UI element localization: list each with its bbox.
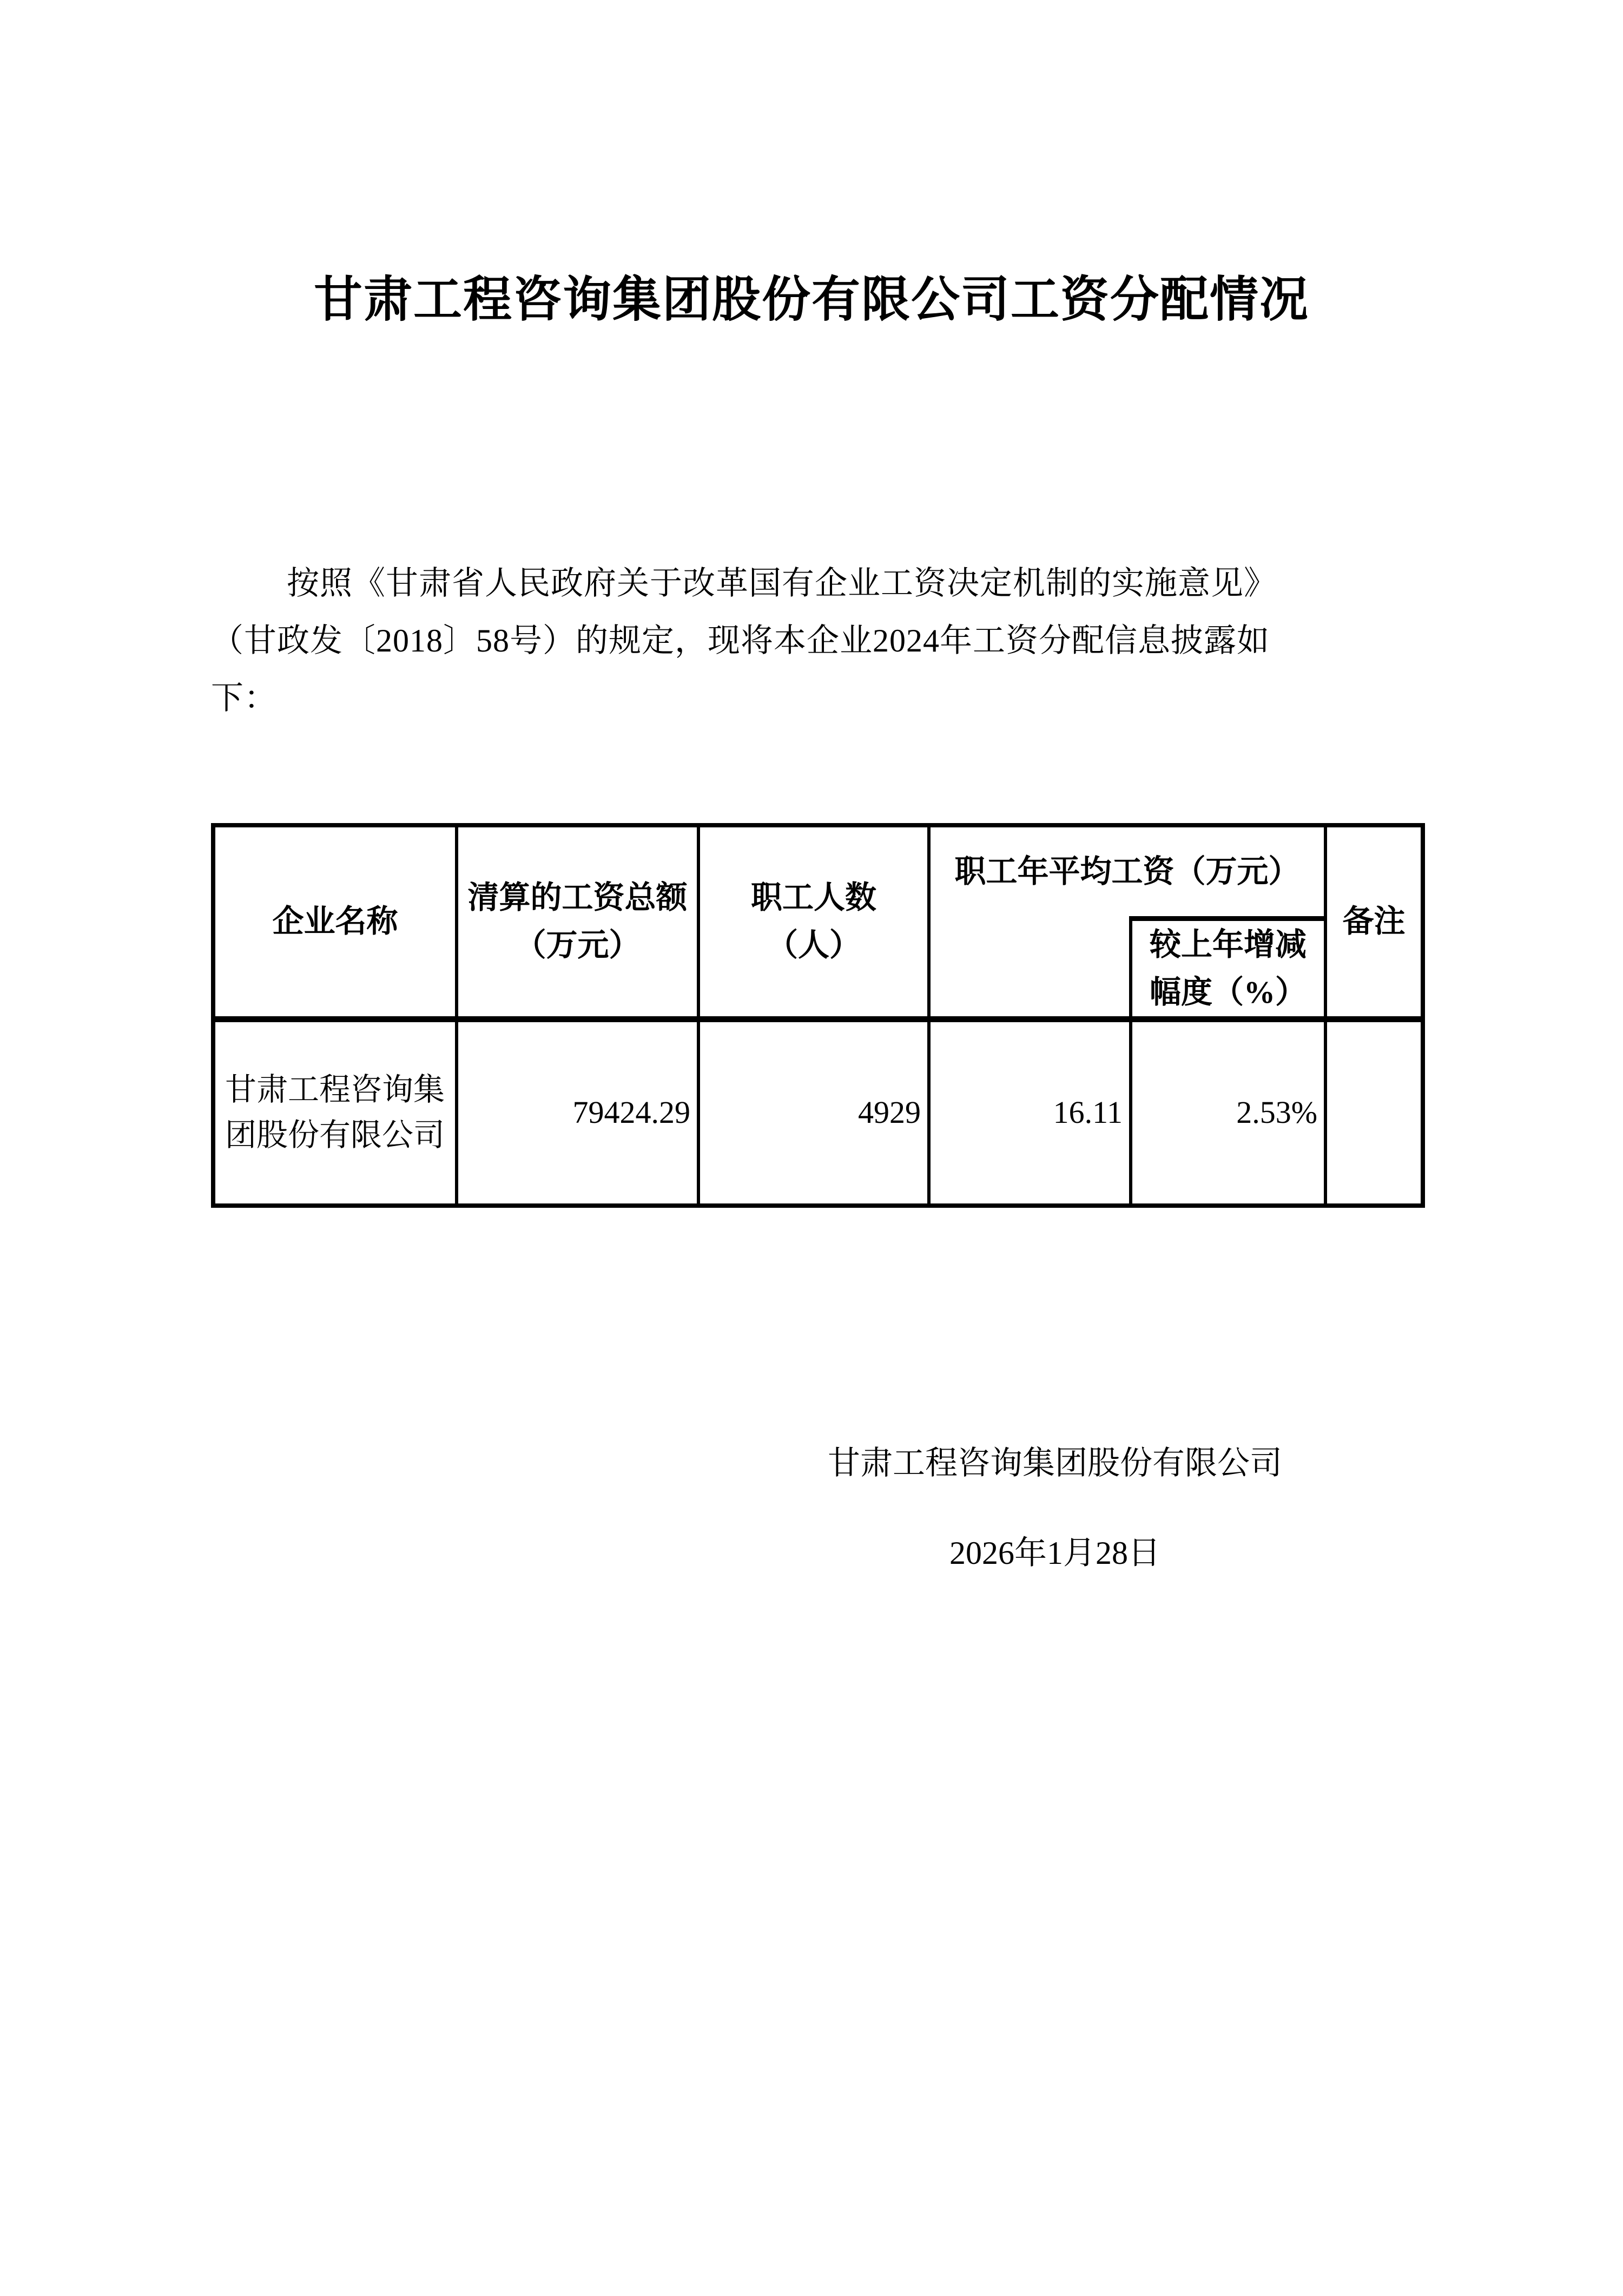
col-header-total-wage-line2: （万元） xyxy=(514,927,641,963)
wage-disclosure-table xyxy=(211,823,1425,1208)
page-title: 甘肃工程咨询集团股份有限公司工资分配情况 xyxy=(314,273,1309,327)
intro-line-3: 下： xyxy=(211,680,277,716)
cell-company-name: 甘肃工程咨询集团股份有限公司 xyxy=(213,1019,457,1206)
col-header-employee-count-line1: 职工人数 xyxy=(750,880,876,916)
col-header-yoy-change xyxy=(1131,918,1325,1019)
table-row xyxy=(213,1019,1423,1206)
col-header-yoy-change-line1: 较上年增减 xyxy=(1150,926,1307,962)
intro-paragraph xyxy=(211,555,1428,727)
cell-employee-count: 4929 xyxy=(698,1019,929,1206)
cell-avg-wage: 16.11 xyxy=(929,1019,1131,1206)
header-row-top xyxy=(213,825,1423,918)
col-header-avg-wage: 职工年平均工资（万元） xyxy=(929,825,1325,918)
col-header-employee-count xyxy=(698,825,929,1019)
col-header-remarks: 备注 xyxy=(1325,825,1423,1019)
col-header-employee-count-line2: （人） xyxy=(766,927,861,963)
signature-date: 2026年1月28日 xyxy=(949,1535,1160,1571)
col-header-company: 企业名称 xyxy=(213,825,457,1019)
col-header-total-wage xyxy=(457,825,698,1019)
cell-yoy-change: 2.53% xyxy=(1131,1019,1325,1206)
cell-remarks xyxy=(1325,1019,1423,1206)
intro-line-1: 按照《甘肃省人民政府关于改革国有企业工资决定机制的实施意见》 xyxy=(287,565,1277,601)
avg-wage-empty-subcell xyxy=(929,918,1131,1019)
intro-line-2: （甘政发〔2018〕58号）的规定，现将本企业2024年工资分配信息披露如 xyxy=(211,623,1270,659)
col-header-total-wage-line1: 清算的工资总额 xyxy=(467,880,688,916)
signature-block xyxy=(490,1445,1620,1571)
signature-company: 甘肃工程咨询集团股份有限公司 xyxy=(828,1445,1282,1481)
col-header-yoy-change-line2: 幅度（%） xyxy=(1150,974,1307,1010)
cell-total-wage: 79424.29 xyxy=(457,1019,698,1206)
